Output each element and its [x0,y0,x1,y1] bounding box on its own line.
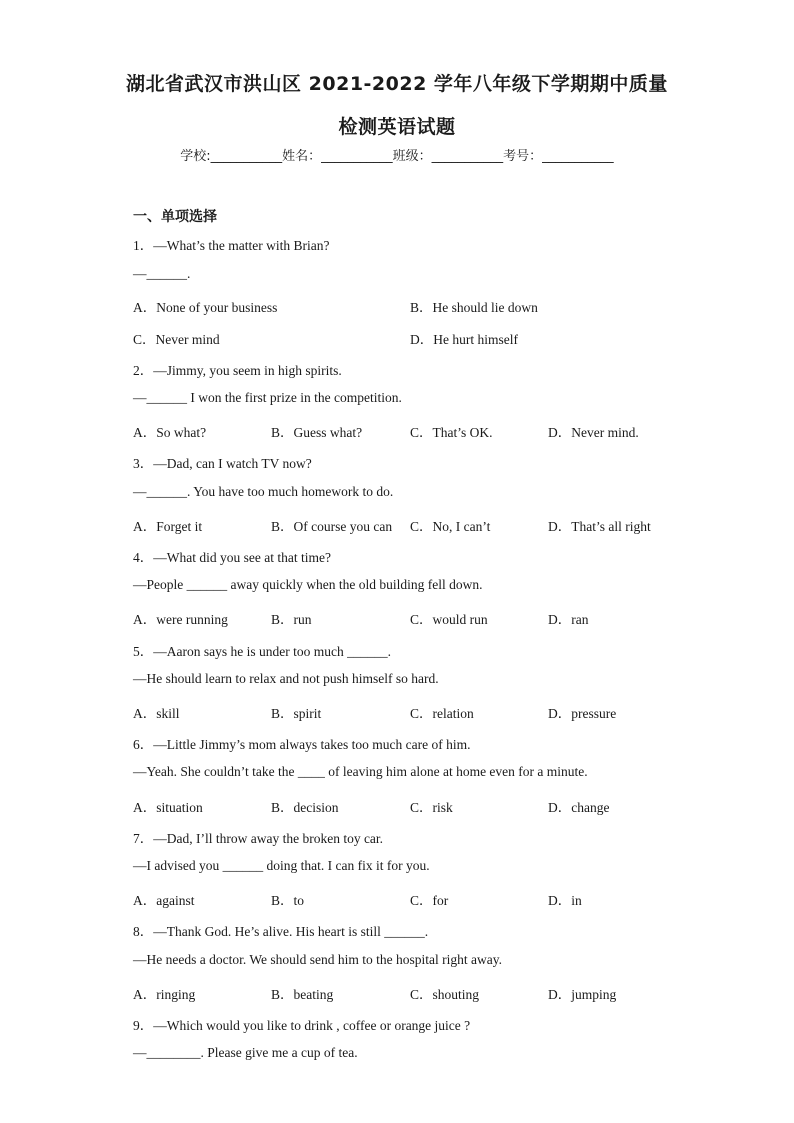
exam-title-line2: 检测英语试题 [338,116,456,138]
question-1-option-b: B．He should lie down [410,300,538,315]
question-2-option-a: A．So what? [133,425,207,440]
exam-title-line1: 湖北省武汉市洪山区 2021-2022 学年八年级下学期期中质量 [126,73,668,95]
question-7-option-c: C．for [410,893,449,908]
question-5-text: 5．—Aaron says he is under too much ______. [133,644,391,659]
question-5-option-b: B．spirit [271,706,322,721]
question-1-answer-line: —______. [133,266,191,281]
student-info-line: 学校:___________姓名：___________班级：___________考号：___________ [180,149,614,164]
question-4-option-a: A．were running [133,612,228,627]
question-9-answer-line: —________. Please give me a cup of tea. [133,1045,358,1060]
question-8-answer-line: —He needs a doctor. We should send him to the hospital right away. [133,952,502,967]
question-6-option-c: C．risk [410,800,453,815]
question-1-option-a: A．None of your business [133,300,278,315]
question-6-answer-line: —Yeah. She couldn’t take the ____ of leaving him alone at home even for a minute. [133,764,588,779]
question-1-option-d: D．He hurt himself [410,332,518,347]
question-4-option-d: D．ran [548,612,589,627]
question-4-text: 4．—What did you see at that time? [133,550,331,565]
question-8-option-a: A．ringing [133,987,196,1002]
question-4-option-c: C．would run [410,612,488,627]
question-3-option-b: B．Of course you can [271,519,393,534]
question-5-option-c: C．relation [410,706,474,721]
question-6-text: 6．—Little Jimmy’s mom always takes too much care of him. [133,737,471,752]
question-1-text: 1．—What’s the matter with Brian? [133,238,330,253]
question-3-option-a: A．Forget it [133,519,203,534]
section-title: 一、单项选择 [133,209,217,225]
question-6-option-b: B．decision [271,800,339,815]
question-8-text: 8．—Thank God. He’s alive. His heart is still ______. [133,924,429,939]
question-4-answer-line: —People ______ away quickly when the old building fell down. [133,577,483,592]
question-7-option-d: D．in [548,893,582,908]
question-8-option-c: C．shouting [410,987,480,1002]
question-7-answer-line: —I advised you ______ doing that. I can fix it for you. [133,858,430,873]
question-7-option-b: B．to [271,893,305,908]
question-3-option-d: D．That’s all right [548,519,651,534]
question-5-option-a: A．skill [133,706,180,721]
question-7-option-a: A．against [133,893,195,908]
question-9-text: 9．—Which would you like to drink , coffee or orange juice ? [133,1018,471,1033]
question-2-text: 2．—Jimmy, you seem in high spirits. [133,363,342,378]
question-8-option-b: B．beating [271,987,334,1002]
question-3-answer-line: —______. You have too much homework to do. [133,484,394,499]
question-6-option-d: D．change [548,800,610,815]
question-6-option-a: A．situation [133,800,203,815]
question-2-option-c: C．That’s OK. [410,425,493,440]
question-3-text: 3．—Dad, can I watch TV now? [133,456,312,471]
question-5-answer-line: —He should learn to relax and not push himself so hard. [133,671,439,686]
question-4-option-b: B．run [271,612,312,627]
question-2-answer-line: —______ I won the first prize in the competition. [133,390,402,405]
question-7-text: 7．—Dad, I’ll throw away the broken toy car. [133,831,384,846]
question-5-option-d: D．pressure [548,706,617,721]
question-2-option-b: B．Guess what? [271,425,363,440]
question-1-option-c: C．Never mind [133,332,220,347]
question-3-option-c: C．No, I can’t [410,519,491,534]
question-2-option-d: D．Never mind. [548,425,639,440]
question-8-option-d: D．jumping [548,987,617,1002]
